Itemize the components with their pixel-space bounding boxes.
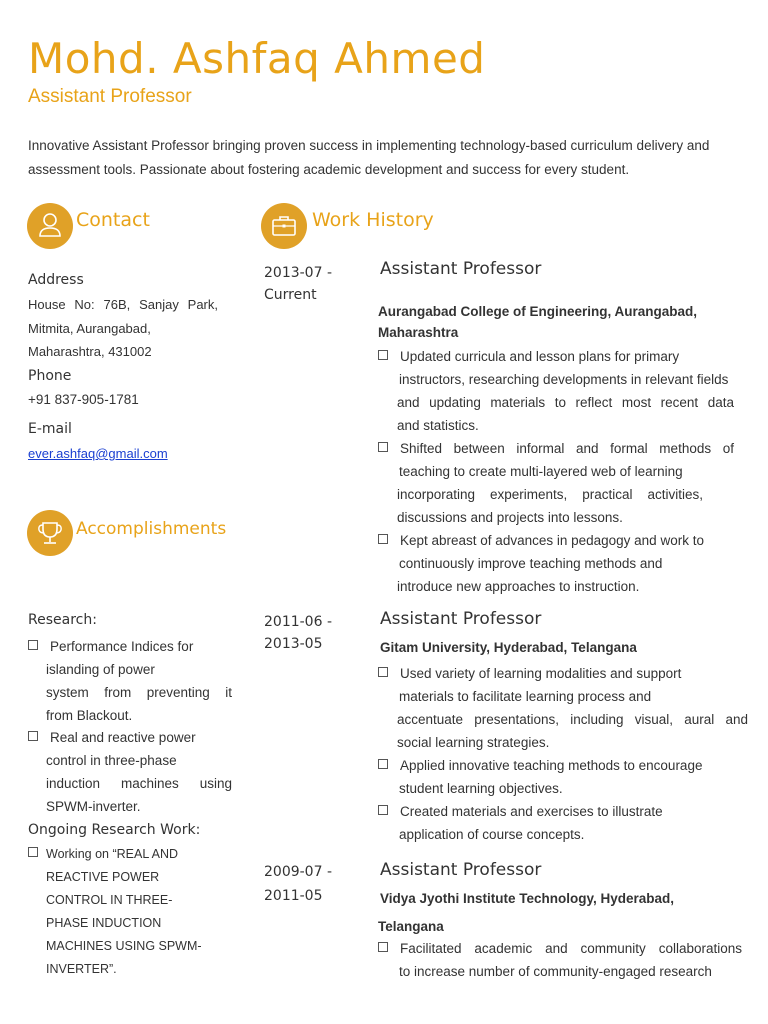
research-item: Performance Indices for islanding of power system from preventing it from Blackout.: [28, 635, 232, 727]
briefcase-icon: [261, 203, 307, 249]
research-item: Real and reactive power control in three-phase induction machines using SPWM-inverter.: [28, 726, 232, 818]
checkbox-bullet-icon: [378, 942, 388, 952]
job-bullet-list: [378, 662, 748, 846]
checkbox-bullet-icon: [28, 731, 38, 741]
trophy-icon: [27, 510, 73, 556]
job-bullet: Updated curricula and lesson plans for primary instructors, researching developments in relevant fields and updating materials to reflect most recent data and statistics.: [378, 345, 734, 437]
resume-name: Mohd. Ashfaq Ahmed: [28, 34, 486, 83]
address-line: Maharashtra, 431002: [28, 344, 152, 359]
ongoing-label: Ongoing Research Work:: [28, 822, 201, 838]
phone-value: +91 837-905-1781: [28, 392, 139, 407]
person-icon: [27, 203, 73, 249]
email-label: E-mail: [28, 421, 72, 437]
job-bullet: Applied innovative teaching methods to encourage student learning objectives.: [378, 754, 748, 800]
address-label: Address: [28, 272, 84, 288]
checkbox-bullet-icon: [378, 805, 388, 815]
email-link[interactable]: ever.ashfaq@gmail.com: [28, 446, 168, 461]
address-line: Mitmita, Aurangabad,: [28, 320, 151, 336]
job-employer: Vidya Jyothi Institute Technology, Hyderabad, Telangana: [378, 891, 675, 934]
checkbox-bullet-icon: [28, 847, 38, 857]
address-line: House No: 76B, Sanjay Park,: [28, 297, 218, 312]
job-bullet-list: [378, 937, 742, 983]
job-employer: Gitam University, Hyderabad, Telangana: [380, 640, 637, 655]
job-bullet: Used variety of learning modalities and support materials to facilitate learning process and accentuate presentations, including visual, aural and social learning strategies.: [378, 662, 748, 754]
job-date: 2013-07 - Current: [264, 265, 332, 303]
checkbox-bullet-icon: [378, 350, 388, 360]
resume-title: Assistant Professor: [28, 86, 192, 107]
checkbox-bullet-icon: [378, 442, 388, 452]
job-title: Assistant Professor: [380, 259, 542, 279]
checkbox-bullet-icon: [28, 640, 38, 650]
job-bullet: Shifted between informal and formal methods of teaching to create multi-layered web of learning incorporating experiments, practical activities, discussions and projects into lessons.: [378, 437, 734, 529]
job-bullet: Kept abreast of advances in pedagogy and work to continuously improve teaching methods and introduce new approaches to instruction.: [378, 529, 734, 598]
job-bullet: Created materials and exercises to illustrate application of course concepts.: [378, 800, 748, 846]
job-title: Assistant Professor: [380, 609, 542, 629]
job-bullet: Facilitated academic and community collaborations to increase number of community-engaged research: [378, 937, 742, 983]
job-title: Assistant Professor: [380, 860, 542, 880]
ongoing-item: Working on “REAL AND REACTIVE POWER CONTROL IN THREE- PHASE INDUCTION MACHINES USING SPWM- INVERTER”.: [28, 843, 228, 981]
contact-heading: Contact: [76, 209, 150, 231]
address-value: [28, 293, 218, 364]
job-date: 2011-06 - 2013-05: [264, 614, 332, 652]
summary-paragraph: Innovative Assistant Professor bringing proven success in implementing technology-based curriculum delivery and assessment tools. Passionate about fostering academic development and success for every student.: [28, 138, 710, 177]
checkbox-bullet-icon: [378, 667, 388, 677]
job-bullet-list: [378, 345, 734, 598]
job-date: 2009-07 - 2011-05: [264, 864, 332, 904]
phone-label: Phone: [28, 368, 72, 384]
checkbox-bullet-icon: [378, 534, 388, 544]
work-history-heading: Work History: [312, 209, 434, 231]
checkbox-bullet-icon: [378, 759, 388, 769]
job-employer: Aurangabad College of Engineering, Aurangabad, Maharashtra: [378, 304, 698, 340]
research-label: Research:: [28, 612, 97, 628]
accomplishments-heading: Accomplishments: [76, 519, 227, 539]
